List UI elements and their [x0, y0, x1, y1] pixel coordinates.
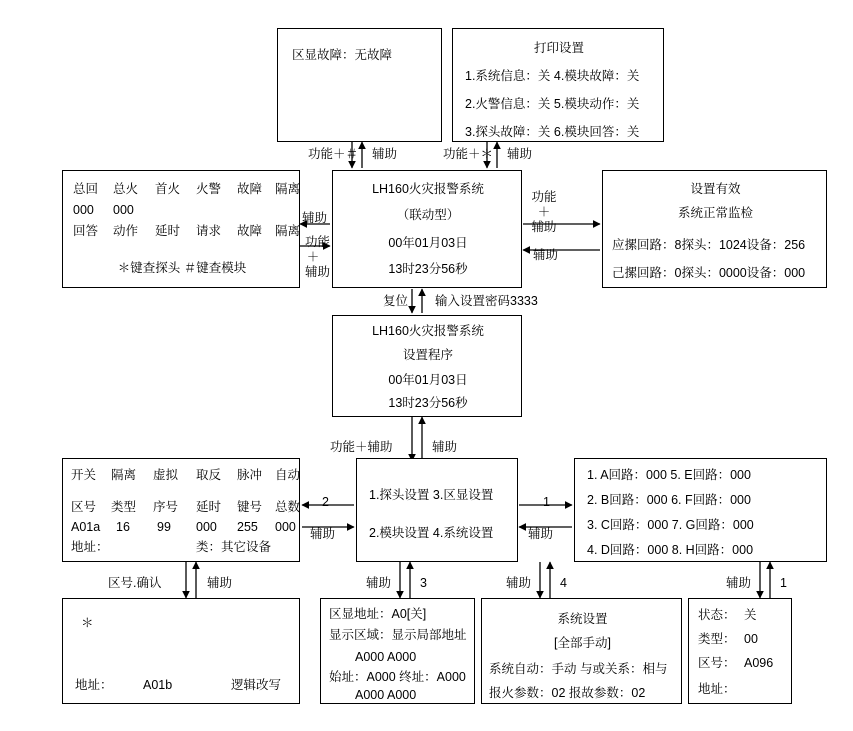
param-row-1-c2: 隔离: [111, 468, 137, 482]
param-row-2-c4: 延时: [196, 500, 222, 514]
status-row-1-c5: 故障: [237, 182, 263, 196]
param-table-box: [62, 458, 300, 562]
main-screen-box: [332, 170, 522, 288]
main-line-3: 00年01月03日: [388, 236, 468, 250]
valid-line-4: 己摞回路：0探头：0000设备：000: [612, 266, 806, 280]
loops-box: [574, 458, 827, 562]
print-settings-title: 打印设置: [533, 41, 584, 55]
edge-label-fn-aux-right: 功能 ＋ 辅助: [531, 190, 557, 234]
param-row-1-c4: 取反: [196, 468, 222, 482]
param-address-label: 地址：: [71, 540, 109, 554]
edge-label-fn-hash: 功能＋＃: [308, 147, 359, 161]
status-row-1-c3: 首火: [155, 182, 181, 196]
system-settings-line-1: 系统自动：手动 与或关系：相与: [489, 662, 668, 676]
status-row-3-c1: 回答: [73, 224, 99, 238]
status-row-1-c4: 火警: [196, 182, 222, 196]
status-row-3-c5: 故障: [237, 224, 263, 238]
param-row-2-c5: 键号: [237, 500, 263, 514]
system-settings-line-2: 报火参数：02 报故参数：02: [489, 686, 646, 700]
main-line-4: 13时23分56秒: [388, 262, 468, 276]
main-line-1: LH160火灾报警系统: [372, 182, 484, 196]
status-panel-box: [62, 170, 300, 288]
zone-display-box: [320, 598, 475, 704]
valid-line-3: 应摞回路：8探头：1024设备：256: [612, 238, 806, 252]
edge-label-fn-plus-aux: 功能＋辅助: [330, 440, 393, 454]
state-status-value: 关: [744, 608, 757, 622]
loops-line-2: 2. B回路：000 6. F回路：000: [587, 493, 751, 507]
setup-program-line-3: 00年01月03日: [388, 373, 468, 387]
zone-display-line-3: A000 A000: [355, 650, 417, 664]
status-row-1-c1: 总回: [73, 182, 99, 196]
param-row-3-c3: 99: [157, 520, 171, 534]
setup-program-line-4: 13时23分56秒: [388, 396, 468, 410]
logic-edit-address-value: A01b: [143, 678, 173, 692]
param-row-3-c2: 16: [116, 520, 130, 534]
edge-label-reset: 复位: [383, 294, 409, 308]
edge-label-num-4: 4: [560, 576, 567, 590]
system-settings-mode: [全部手动]: [554, 636, 611, 650]
zone-fault-box: [277, 28, 442, 142]
status-hint: ＊键查探头 ＃键查模块: [117, 261, 247, 275]
logic-edit-address-label: 地址：: [75, 678, 113, 692]
status-row-3-c6: 隔离: [275, 224, 301, 238]
param-address-value: 类：其它设备: [196, 540, 272, 554]
setup-menu-line-2: 2.模块设置 4.系统设置: [369, 526, 494, 540]
state-status-label: 状态：: [698, 608, 736, 622]
state-address-label: 地址：: [698, 682, 736, 696]
edge-label-aux-right: 辅助: [533, 248, 559, 262]
status-row-1-c2: 总火: [113, 182, 139, 196]
system-settings-box: [481, 598, 682, 704]
edge-label-aux-1: 辅助: [372, 147, 398, 161]
edge-label-num-3: 3: [420, 576, 427, 590]
param-row-3-c6: 000: [275, 520, 296, 534]
state-type-label: 类型：: [698, 632, 736, 646]
zone-display-line-2: 显示区域：显示局部地址: [329, 628, 467, 642]
edge-label-fn-aux-left: 功能 ＋ 辅助: [305, 235, 331, 279]
param-row-2-c3: 序号: [153, 500, 179, 514]
print-settings-row-2: 2.火警信息：关 5.模块动作：关: [465, 97, 640, 111]
param-row-3-c5: 255: [237, 520, 258, 534]
setup-menu-line-1: 1.探头设置 3.区显设置: [369, 488, 494, 502]
edge-label-aux-8: 辅助: [506, 576, 532, 590]
edge-label-password: 输入设置密码3333: [435, 294, 538, 308]
print-settings-box: [452, 28, 664, 142]
status-row-2-c1: 000: [73, 203, 94, 217]
loops-line-4: 4. D回路：000 8. H回路：000: [587, 543, 754, 557]
edge-label-aux-9: 辅助: [726, 576, 752, 590]
edge-label-aux-7: 辅助: [366, 576, 392, 590]
zone-display-line-5: A000 A000: [355, 688, 417, 702]
setup-program-line-2: 设置程序: [402, 348, 453, 362]
param-row-2-c1: 区号: [71, 500, 97, 514]
valid-line-2: 系统正常监检: [677, 206, 753, 220]
param-row-1-c3: 虚拟: [153, 468, 179, 482]
param-row-3-c4: 000: [196, 520, 217, 534]
setup-program-box: [332, 315, 522, 417]
param-row-2-c6: 总数: [275, 500, 301, 514]
param-row-1-c6: 自动: [275, 468, 301, 482]
status-row-2-c2: 000: [113, 203, 134, 217]
edge-label-aux-4: 辅助: [310, 527, 336, 541]
system-settings-title: 系统设置: [557, 612, 608, 626]
status-row-3-c3: 延时: [155, 224, 181, 238]
logic-edit-box: [62, 598, 300, 704]
edge-label-num-1b: 1: [780, 576, 787, 590]
edge-label-zone-confirm: 区号.确认: [108, 576, 162, 590]
state-panel-box: [688, 598, 792, 704]
param-row-1-c1: 开关: [71, 468, 97, 482]
print-settings-row-1: 1.系统信息：关 4.模块故障：关: [465, 69, 640, 83]
edge-label-aux-2: 辅助: [507, 147, 533, 161]
zone-display-line-1: 区显地址：A0[关]: [329, 607, 427, 621]
state-zone-value: A096: [744, 656, 774, 670]
param-row-1-c5: 脉冲: [237, 468, 263, 482]
state-zone-label: 区号：: [698, 656, 736, 670]
edge-label-fn-star: 功能＋＊: [443, 147, 494, 161]
edge-label-aux-5: 辅助: [528, 527, 554, 541]
param-row-2-c2: 类型: [111, 500, 137, 514]
state-type-value: 00: [744, 632, 758, 646]
edge-label-num-2: 2: [322, 495, 329, 509]
status-row-3-c2: 动作: [113, 224, 139, 238]
print-settings-row-3: 3.探头故障：关 6.模块回答：关: [465, 125, 640, 139]
loops-line-3: 3. C回路：000 7. G回路：000: [587, 518, 754, 532]
settings-valid-box: [602, 170, 827, 288]
valid-line-1: 设置有效: [690, 182, 741, 196]
zone-display-line-4: 始址：A000 终址：A000: [329, 670, 466, 684]
logic-edit-star: ＊: [81, 616, 94, 630]
loops-line-1: 1. A回路：000 5. E回路：000: [587, 468, 751, 482]
setup-program-line-1: LH160火灾报警系统: [372, 324, 484, 338]
setup-menu-box: [356, 458, 518, 562]
status-row-3-c4: 请求: [196, 224, 222, 238]
edge-label-aux-6: 辅助: [207, 576, 233, 590]
edge-label-num-1: 1: [543, 495, 550, 509]
zone-fault-text: 区显故障：无故障: [292, 48, 393, 62]
edge-label-aux-left-main: 辅助: [302, 211, 328, 225]
param-row-3-c1: A01a: [71, 520, 101, 534]
main-line-2: （联动型）: [396, 208, 460, 222]
edge-label-aux-3: 辅助: [432, 440, 458, 454]
status-row-1-c6: 隔离: [275, 182, 301, 196]
logic-edit-action: 逻辑改写: [231, 678, 282, 692]
